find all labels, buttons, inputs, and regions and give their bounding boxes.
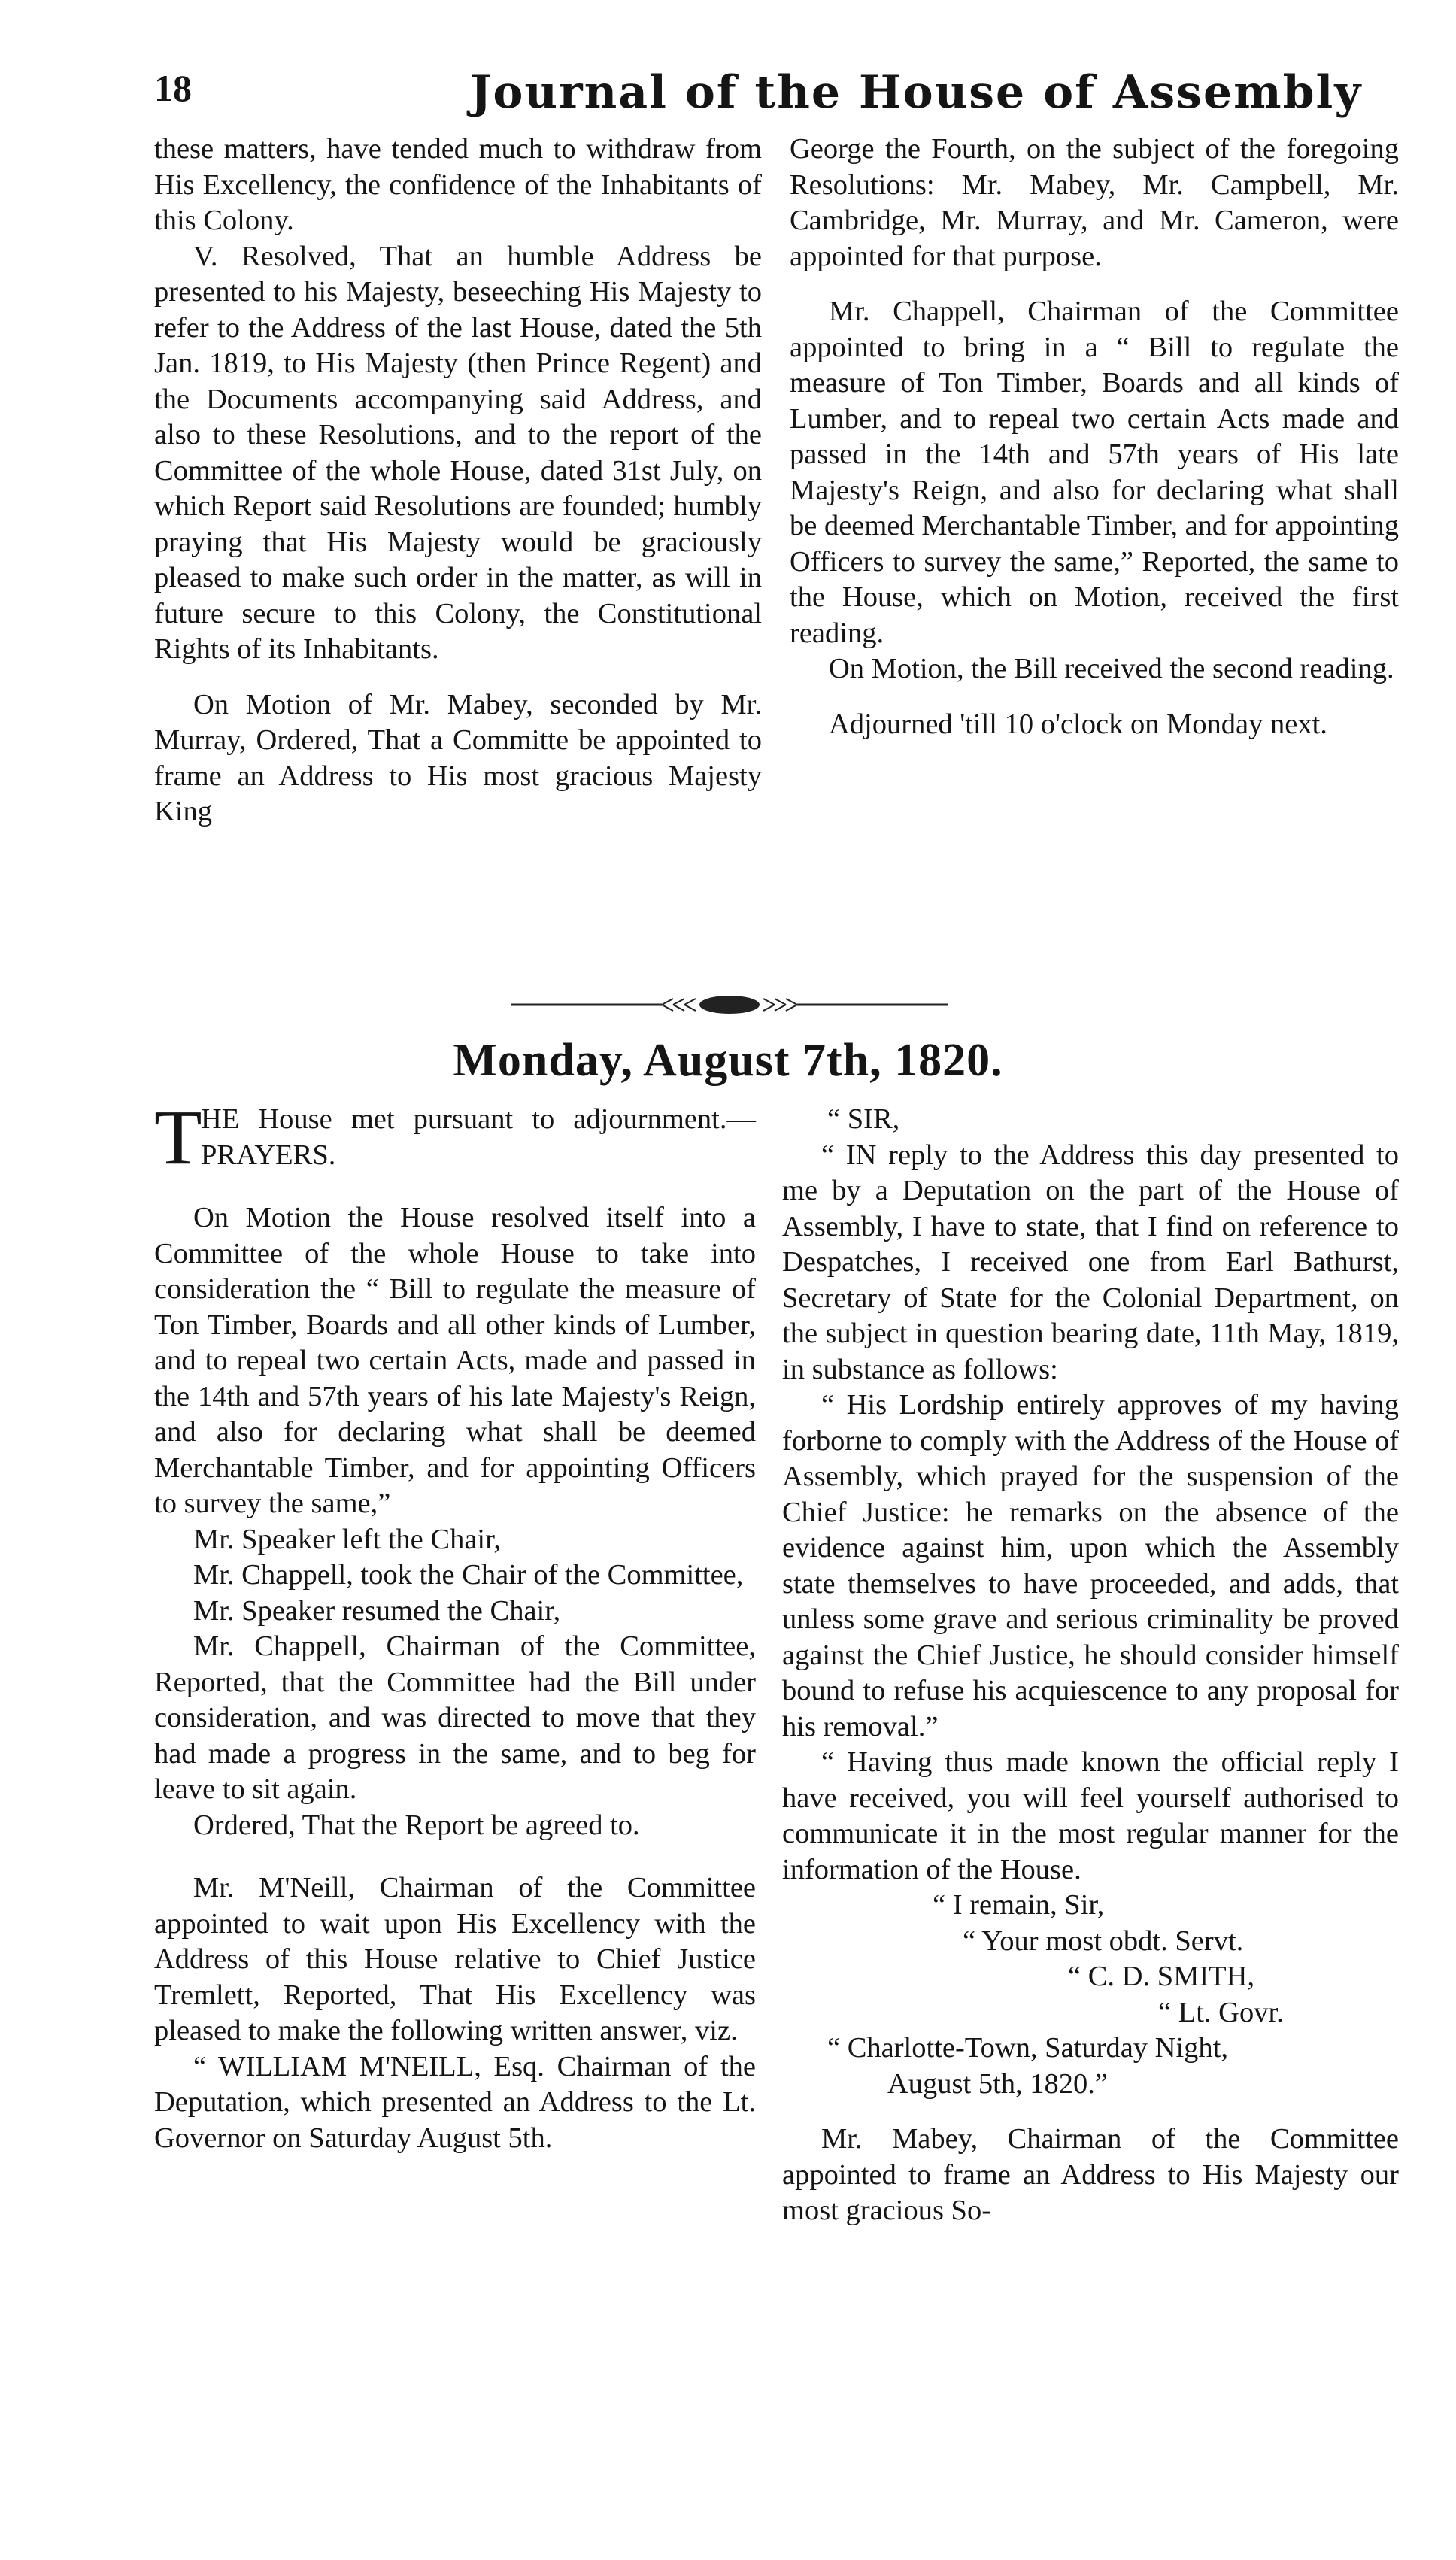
paragraph: On Motion, the Bill received the second reading. xyxy=(829,653,1394,684)
opening-text: HE House met pursuant to adjournment.—PRAYERS. xyxy=(201,1103,756,1171)
paragraph: Mr. Speaker left the Chair, xyxy=(193,1523,502,1555)
dateline-date: August 5th, 1820.” xyxy=(887,2067,1109,2100)
bottom-left-column xyxy=(154,1094,756,2156)
paragraph: Adjourned 'till 10 o'clock on Monday next. xyxy=(829,708,1327,740)
paragraph: Mr. Chappell, took the Chair of the Committee, xyxy=(193,1559,744,1591)
page-number: 18 xyxy=(154,67,192,109)
opening-paragraph xyxy=(154,1094,756,1181)
closing-line: “ Your most obdt. Servt. xyxy=(963,1925,1244,1957)
paragraph: Mr. Mabey, Chairman of the Committee appointed to frame an Address to His Majesty our most gracious So- xyxy=(782,2123,1399,2226)
paragraph: Ordered, That the Report be agreed to. xyxy=(193,1809,640,1841)
drop-cap: T xyxy=(154,1094,202,1181)
paragraph: On Motion the House resolved itself into a Committee of the whole House to take into consideration the “ Bill to regulate the measure of Ton Timber, Boards and all other kinds of Lumber, and to repeal two certain Acts, made and passed in the 14th and 57th years of his late Majesty's Reign, and also for declaring what shall be deemed Merchantable Timber, and for appointing Officers to survey the same,” xyxy=(154,1202,756,1519)
paragraph: On Motion of Mr. Mabey, seconded by Mr. Murray, Ordered, That a Committe be appointed to frame an Address to His most gracious Majesty King xyxy=(154,688,762,827)
signature-title: “ Lt. Govr. xyxy=(1158,1996,1284,2028)
paragraph: “ IN reply to the Address this day presented to me by a Deputation on the part of the House of Assembly, I have to state, that I find on reference to Despatches, I received one from Earl Bathurst, Secretary of State for the Colonial Department, on the subject in question bearing date, 11th May, 1819, in substance as follows: xyxy=(782,1139,1399,1385)
salutation: “ SIR, xyxy=(827,1103,900,1135)
closing-line: “ I remain, Sir, xyxy=(933,1889,1105,1921)
paragraph: “ His Lordship entirely approves of my having forborne to comply with the Address of the House of Assembly, which prayed for the suspension of the Chief Justice: he remarks on the absence of the evidence against him, upon which the Assembly state themselves to have proceeded, and adds, that unless some grave and serious criminality be proved against the Chief Justice, he should consider himself bound to refuse his acquiescence to any proposal for his removal.” xyxy=(782,1389,1399,1743)
dateline: “ Charlotte-Town, Saturday Night, xyxy=(827,2032,1228,2064)
page-header xyxy=(154,66,1403,134)
paragraph: V. Resolved, That an humble Address be presented to his Majesty, beseeching His Majesty to refer to the Address of the last House, dated the 5th Jan. 1819, to His Majesty (then Prince Regent) and the Documents accompanying said Address, and also to these Resolutions, and to the report of the Committee of the whole House, dated 31st July, on which Report said Resolutions are founded; humbly praying that His Majesty would be graciously pleased to make such order in the matter, as will in future secure to this Colony, the Constitutional Rights of its Inhabitants. xyxy=(154,240,762,665)
paragraph: George the Fourth, on the subject of the foregoing Resolutions: Mr. Mabey, Mr. Campbell, Mr. Cambridge, Mr. Murray, and Mr. Cameron, were appointed for that purpose. xyxy=(790,133,1399,272)
paragraph: Mr. Chappell, Chairman of the Committee appointed to bring in a “ Bill to regulate the measure of Ton Timber, Boards and all kinds of Lumber, and to repeal two certain Acts made and passed in the 14th and 57th years of His late Majesty's Reign, and also for declaring what shall be deemed Merchantable Timber, and for appointing Officers to survey the same,” Reported, the same to the House, which on Motion, received the first reading. xyxy=(790,296,1399,649)
signature-name: “ C. D. SMITH, xyxy=(1068,1961,1255,1992)
paragraph: Mr. Chappell, Chairman of the Committee, Reported, that the Committee had the Bill under consideration, and was directed to move that they had made a progress in the same, and to beg for leave to sit again. xyxy=(154,1630,756,1805)
paragraph: Mr. M'Neill, Chairman of the Committee appointed to wait upon His Excellency with the Address of this House relative to Chief Justice Tremlett, Reported, That His Excellency was pleased to make the following written answer, viz. xyxy=(154,1872,756,2046)
paragraph: Mr. Speaker resumed the Chair, xyxy=(193,1594,561,1627)
paragraph: these matters, have tended much to withdraw from His Excellency, the confidence of the Inhabitants of this Colony. xyxy=(154,133,762,236)
date-heading: Monday, August 7th, 1820. xyxy=(453,1035,1003,1086)
paragraph: “ WILLIAM M'NEILL, Esq. Chairman of the Deputation, which presented an Address to the Lt. Governor on Saturday August 5th. xyxy=(154,2050,756,2154)
running-head: Journal of the House of Assembly xyxy=(470,66,1363,119)
paragraph: “ Having thus made known the official reply I have received, you will feel yourself authorised to communicate it in the most regular manner for the information of the House. xyxy=(782,1746,1399,1885)
bottom-right-column xyxy=(782,1102,1399,2229)
ornamental-divider xyxy=(511,991,948,1018)
top-right-column xyxy=(790,132,1399,742)
top-left-column xyxy=(154,132,762,830)
